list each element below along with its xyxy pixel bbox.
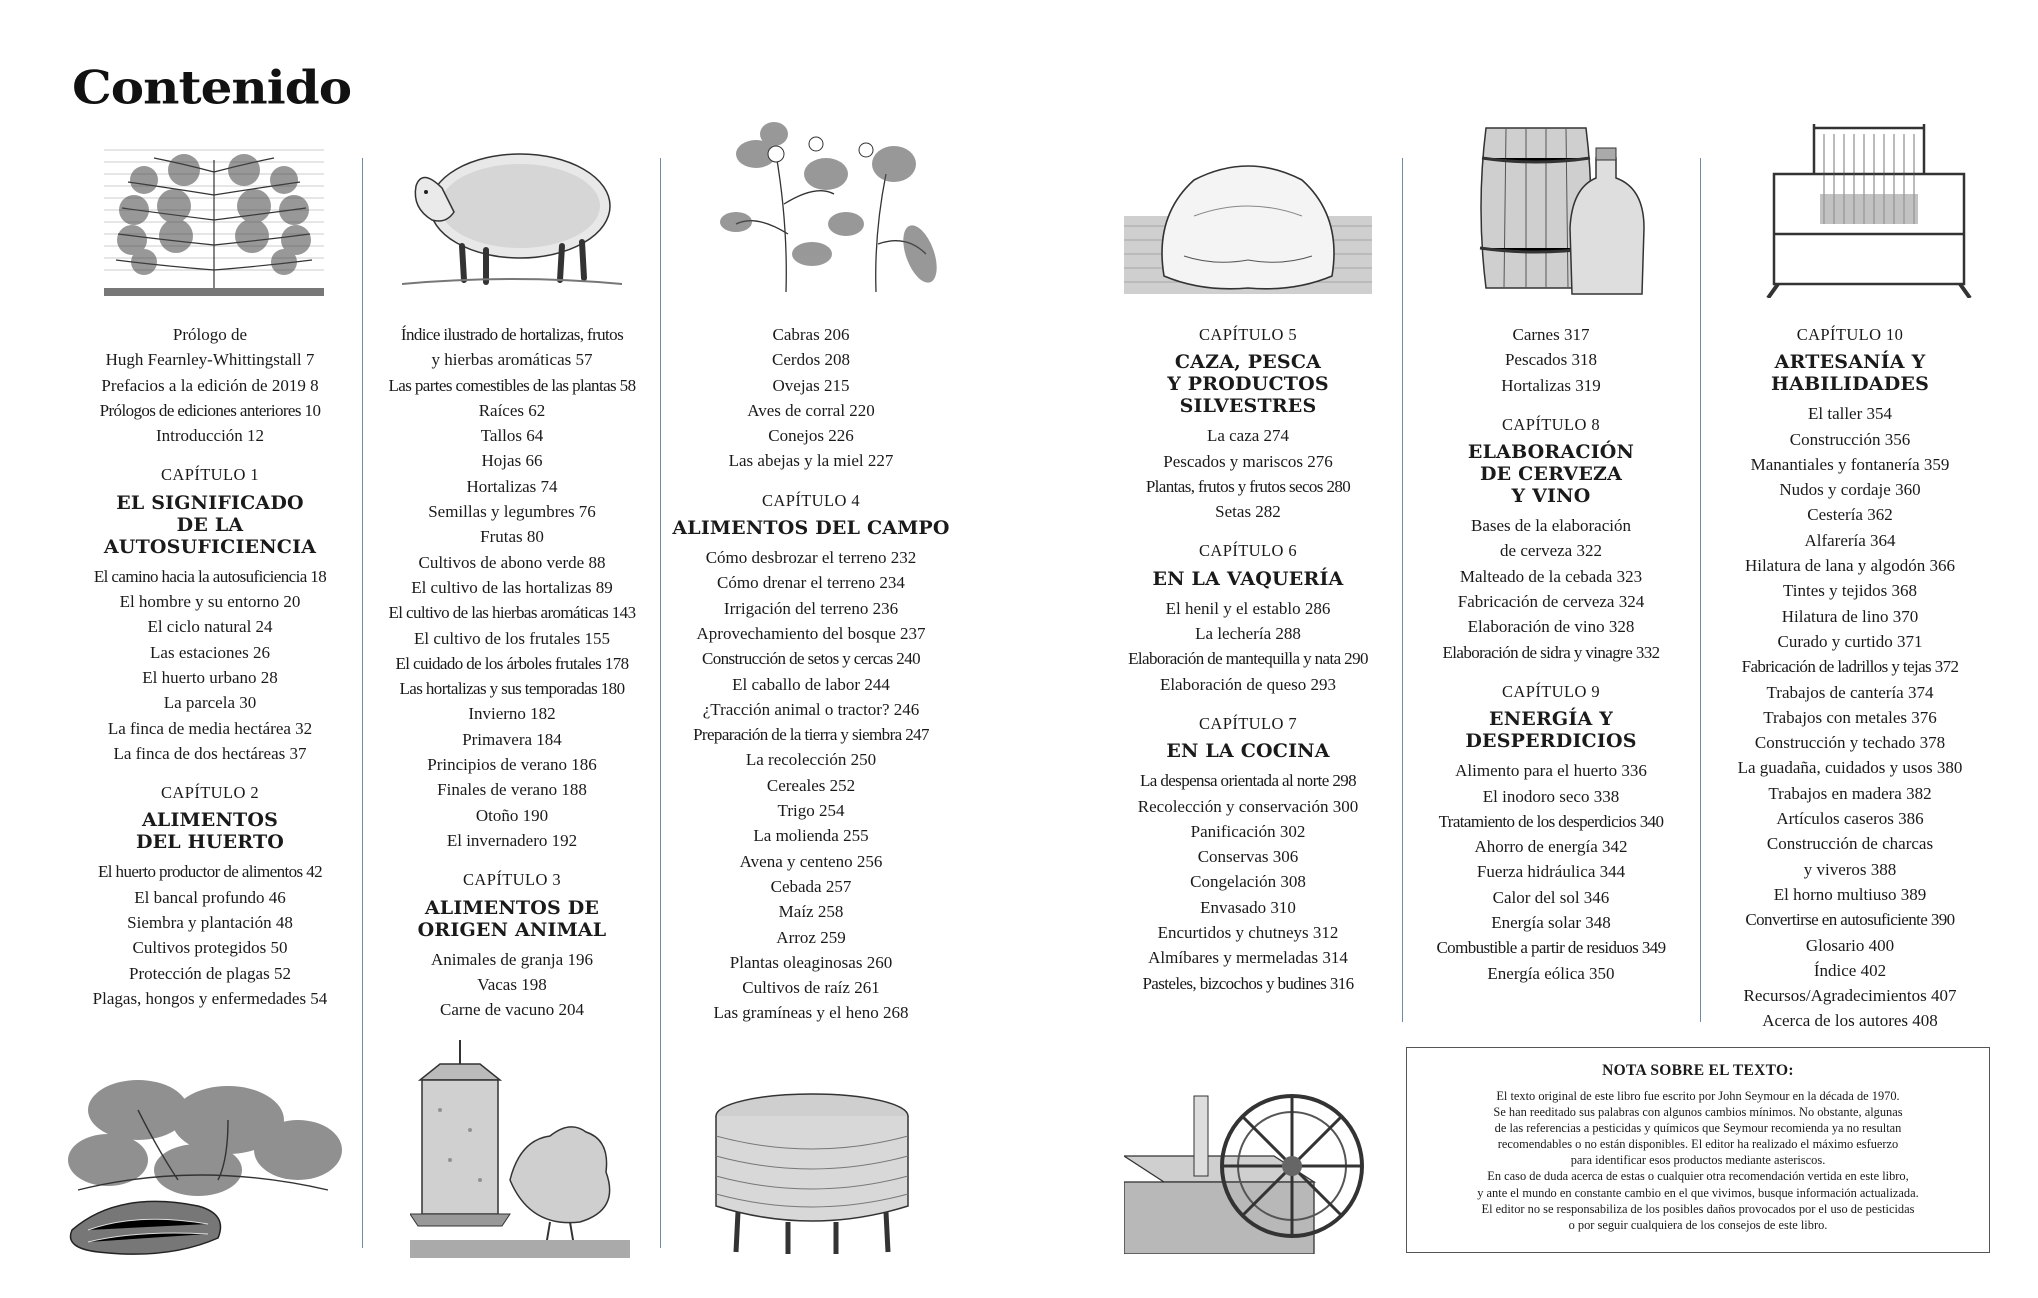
- chapter-title-line: DEL HUERTO: [135, 831, 285, 854]
- chapter-title: [1408, 708, 1694, 752]
- chapter-title-line: Y PRODUCTOS: [1167, 373, 1329, 396]
- chapter-title: [70, 492, 350, 558]
- column-divider: [660, 158, 661, 1248]
- toc-entry[interactable]: Cultivos de abono verde 88: [418, 552, 606, 572]
- toc-entry[interactable]: Almíbares y mermeladas 314: [1148, 948, 1348, 968]
- toc-column-4: [1106, 322, 1390, 996]
- toc-entry[interactable]: El camino hacia la autosuficiencia 18: [93, 566, 327, 586]
- toc-entry[interactable]: Elaboración de sidra y vinagre 332: [1442, 642, 1660, 662]
- toc-entry[interactable]: Las partes comestibles de las plantas 58: [388, 375, 636, 395]
- toc-entry[interactable]: Las hortalizas y sus temporadas 180: [399, 679, 625, 699]
- toc-entry[interactable]: Recursos/Agradecimientos 407: [1743, 986, 1957, 1006]
- toc-entry[interactable]: Siembra y plantación 48: [127, 913, 293, 933]
- toc-entry[interactable]: Carnes 317: [1512, 325, 1590, 344]
- toc-entry[interactable]: Semillas y legumbres 76: [428, 502, 596, 522]
- toc-entry[interactable]: Protección de plagas 52: [129, 963, 291, 983]
- column-divider: [362, 158, 363, 1248]
- toc-entry[interactable]: Prefacios a la edición de 2019 8: [101, 375, 319, 395]
- chapter-title: [1712, 351, 1988, 395]
- chapter-label: CAPÍTULO 4: [762, 490, 860, 510]
- toc-entry[interactable]: La finca de dos hectáreas 37: [113, 743, 307, 763]
- toc-entry[interactable]: Hojas 66: [481, 451, 543, 471]
- toc-entry[interactable]: Cómo drenar el terreno 234: [717, 573, 905, 593]
- chapter-title: [370, 897, 654, 941]
- toc-column-6: [1712, 322, 1988, 1034]
- sheep-illustration: [402, 128, 622, 290]
- toc-entry[interactable]: La molienda 255: [753, 826, 869, 846]
- toc-entry[interactable]: Índice 402: [1813, 960, 1887, 980]
- toc-entry[interactable]: Invierno 182: [468, 704, 556, 724]
- toc-entry[interactable]: Nudos y cordaje 360: [1779, 480, 1921, 500]
- toc-entry[interactable]: Tallos 64: [480, 426, 544, 446]
- toc-entry[interactable]: La caza 274: [1206, 426, 1290, 446]
- toc-entry[interactable]: Cultivos protegidos 50: [132, 938, 288, 958]
- chapter-title: [70, 809, 350, 853]
- toc-entry[interactable]: Hortalizas 74: [466, 476, 558, 496]
- toc-entry[interactable]: Curado y curtido 371: [1777, 631, 1923, 651]
- toc-entry[interactable]: Malteado de la cebada 323: [1459, 566, 1643, 586]
- toc-entry[interactable]: Tratamiento de los desperdicios 340: [1438, 811, 1664, 831]
- page-title: Contenido: [72, 60, 352, 115]
- column-divider: [1402, 158, 1403, 1022]
- toc-entry[interactable]: Bases de la elaboración: [1470, 516, 1631, 536]
- espalier-tree-illustration: [104, 140, 324, 298]
- toc-entry[interactable]: Pasteles, bizcochos y budines 316: [1142, 973, 1354, 993]
- toc-entry[interactable]: Setas 282: [1215, 502, 1281, 522]
- toc-entry[interactable]: El taller 354: [1807, 404, 1893, 424]
- toc-entry[interactable]: Ovejas 215: [772, 375, 850, 395]
- toc-entry[interactable]: Índice ilustrado de hortalizas, frutos: [400, 325, 624, 344]
- toc-entry[interactable]: Carne de vacuno 204: [440, 1000, 584, 1020]
- toc-entry[interactable]: Hilatura de lana y algodón 366: [1744, 556, 1956, 576]
- chapter-title-line: DESPERDICIOS: [1465, 730, 1637, 753]
- toc-entry[interactable]: La recolección 250: [745, 750, 877, 770]
- toc-entry[interactable]: Construcción de setos y cercas 240: [701, 649, 920, 669]
- toc-entry[interactable]: El cultivo de las hierbas aromáticas 143: [388, 603, 636, 623]
- chapter-label: CAPÍTULO 6: [1199, 541, 1297, 561]
- toc-entry[interactable]: El huerto productor de alimentos 42: [97, 862, 323, 882]
- chapter-label: CAPÍTULO 9: [1502, 681, 1600, 701]
- chapter-label: CAPÍTULO 7: [1199, 713, 1297, 733]
- toc-entry[interactable]: Fuerza hidráulica 344: [1476, 862, 1626, 882]
- toc-entry[interactable]: Fabricación de cerveza 324: [1457, 592, 1645, 612]
- toc-entry[interactable]: Alfarería 364: [1804, 530, 1896, 550]
- toc-column-5: [1408, 322, 1694, 986]
- toc-entry[interactable]: Construcción 356: [1789, 429, 1911, 449]
- toc-entry[interactable]: Primavera 184: [462, 729, 562, 749]
- toc-entry[interactable]: Elaboración de mantequilla y nata 290: [1128, 649, 1368, 669]
- toc-entry[interactable]: Cabras 206: [772, 325, 850, 344]
- toc-entry[interactable]: Cestería 362: [1807, 505, 1893, 525]
- toc-entry[interactable]: Trabajos en madera 382: [1768, 783, 1932, 803]
- chapter-title-line: ORIGEN ANIMAL: [417, 918, 607, 941]
- chapter-title: [1106, 568, 1390, 590]
- note-box: [1406, 1047, 1990, 1253]
- toc-entry[interactable]: y hierbas aromáticas 57: [431, 350, 593, 370]
- chapter-label: CAPÍTULO 8: [1502, 414, 1600, 434]
- toc-entry[interactable]: Maíz 258: [778, 902, 844, 922]
- herbs-illustration: [716, 114, 946, 296]
- toc-entry[interactable]: Pescados y mariscos 276: [1163, 451, 1333, 471]
- note-line: El texto original de este libro fue escrito por John Seymour en la década de 1970.: [1496, 1089, 1900, 1103]
- chapter-title: [1408, 441, 1694, 507]
- toc-entry[interactable]: Vacas 198: [477, 974, 547, 994]
- toc-entry[interactable]: Cereales 252: [766, 775, 856, 795]
- chapter-title: [666, 517, 956, 539]
- chapter-title-line: HABILIDADES: [1771, 373, 1929, 396]
- toc-entry[interactable]: Recolección y conservación 300: [1137, 796, 1359, 816]
- toc-entry[interactable]: Las gramíneas y el heno 268: [713, 1003, 909, 1023]
- toc-entry[interactable]: Aprovechamiento del bosque 237: [696, 623, 926, 643]
- toc-entry[interactable]: Preparación de la tierra y siembra 247: [693, 725, 929, 745]
- toc-entry[interactable]: Construcción de charcas: [1766, 834, 1934, 854]
- note-title: NOTA SOBRE EL TEXTO:: [1602, 1062, 1794, 1079]
- toc-entry[interactable]: Calor del sol 346: [1492, 887, 1610, 907]
- toc-entry[interactable]: El cuidado de los árboles frutales 178: [395, 653, 629, 673]
- toc-entry[interactable]: La despensa orientada al norte 298: [1139, 771, 1357, 791]
- toc-entry[interactable]: Artículos caseros 386: [1776, 809, 1924, 829]
- toc-entry[interactable]: Trigo 254: [777, 801, 845, 821]
- toc-entry[interactable]: El huerto urbano 28: [142, 667, 278, 687]
- toc-entry[interactable]: Glosario 400: [1805, 935, 1895, 955]
- chapter-label: CAPÍTULO 5: [1199, 325, 1297, 344]
- note-line: de las referencias a pesticidas y químicos que Seymour recomienda ya no resultan: [1494, 1121, 1902, 1136]
- toc-entry[interactable]: Cebada 257: [770, 876, 852, 896]
- toc-entry[interactable]: Tintes y tejidos 368: [1783, 581, 1917, 601]
- toc-entry[interactable]: Introducción 12: [155, 426, 265, 446]
- toc-entry[interactable]: Panificación 302: [1190, 821, 1306, 841]
- toc-entry[interactable]: El caballo de labor 244: [732, 674, 890, 694]
- toc-entry[interactable]: Las abejas y la miel 227: [728, 451, 894, 471]
- toc-entry[interactable]: Hortalizas 319: [1501, 375, 1601, 395]
- toc-entry[interactable]: Cerdos 208: [772, 350, 850, 370]
- toc-entry[interactable]: El cultivo de las hortalizas 89: [411, 577, 613, 597]
- chapter-title-line: DE CERVEZA: [1479, 463, 1623, 486]
- toc-entry[interactable]: El invernadero 192: [446, 830, 578, 850]
- toc-entry[interactable]: Plantas oleaginosas 260: [729, 952, 893, 972]
- toc-entry[interactable]: El inodoro seco 338: [1482, 786, 1620, 806]
- note-line: para identificar esos productos mediante asteriscos.: [1570, 1153, 1826, 1168]
- note-line: o por seguir cualquiera de los consejos de este libro.: [1568, 1217, 1828, 1232]
- toc-entry[interactable]: Elaboración de queso 293: [1159, 674, 1337, 694]
- chapter-title-line: EN LA VAQUERÍA: [1152, 567, 1344, 590]
- water-wheel-illustration: [1124, 1086, 1380, 1254]
- chapter-title-line: SILVESTRES: [1179, 395, 1317, 418]
- toc-entry[interactable]: Plagas, hongos y enfermedades 54: [92, 988, 328, 1008]
- toc-entry[interactable]: Ahorro de energía 342: [1474, 837, 1628, 857]
- toc-entry[interactable]: Frutas 80: [480, 527, 544, 547]
- toc-column-3: [666, 322, 956, 1026]
- toc-entry[interactable]: Energía eólica 350: [1487, 963, 1615, 983]
- toc-entry[interactable]: Prólogo de: [172, 325, 248, 344]
- toc-entry[interactable]: Avena y centeno 256: [739, 851, 883, 871]
- toc-entry[interactable]: Hugh Fearnley-Whittingstall 7: [105, 350, 315, 370]
- toc-entry[interactable]: El ciclo natural 24: [147, 617, 273, 637]
- chapter-title: [1106, 740, 1390, 762]
- note-line: Se han reeditado sus palabras con algunos cambios mínimos. No obstante, algunas: [1493, 1105, 1903, 1120]
- chapter-title-line: ELABORACIÓN: [1467, 441, 1635, 464]
- toc-entry[interactable]: Elaboración de vino 328: [1467, 617, 1635, 637]
- toc-entry[interactable]: Energía solar 348: [1491, 913, 1611, 933]
- chapter-title-line: Y VINO: [1511, 485, 1591, 508]
- toc-entry[interactable]: Envasado 310: [1200, 897, 1296, 917]
- chapter-title-line: EL SIGNIFICADO: [116, 491, 304, 514]
- toc-entry[interactable]: Manantiales y fontanería 359: [1750, 454, 1950, 474]
- note-line: recomendables o no están disponibles. El editor ha realizado el máximo esfuerzo: [1497, 1137, 1899, 1152]
- toc-entry[interactable]: Combustible a partir de residuos 349: [1436, 938, 1666, 958]
- squash-illustration: [58, 1070, 348, 1260]
- toc-entry[interactable]: La finca de media hectárea 32: [107, 718, 313, 738]
- chapter-title-line: ARTESANÍA Y: [1774, 351, 1926, 374]
- toc-entry[interactable]: El cultivo de los frutales 155: [414, 628, 610, 648]
- toc-entry[interactable]: Plantas, frutos y frutos secos 280: [1145, 476, 1351, 496]
- toc-entry[interactable]: Cómo desbrozar el terreno 232: [705, 548, 917, 568]
- chapter-label: CAPÍTULO 3: [463, 870, 561, 890]
- loom-illustration: [1754, 124, 1984, 298]
- note-line: y ante el mundo en constante cambio en el que vivimos, busque información actualizada.: [1477, 1185, 1919, 1200]
- toc-entry[interactable]: Finales de verano 188: [437, 780, 587, 800]
- chapter-label: CAPÍTULO 10: [1796, 325, 1904, 344]
- toc-entry[interactable]: Hilatura de lino 370: [1781, 606, 1919, 626]
- toc-entry[interactable]: Conejos 226: [768, 426, 854, 446]
- column-divider: [1700, 158, 1701, 1022]
- toc-entry[interactable]: Las estaciones 26: [150, 642, 270, 662]
- toc-entry[interactable]: ¿Tracción animal o tractor? 246: [702, 699, 920, 719]
- toc-entry[interactable]: El hombre y su entorno 20: [119, 592, 301, 612]
- chapter-title-line: ALIMENTOS DE: [424, 896, 600, 919]
- toc-column-1: [70, 322, 350, 1011]
- note-text: [1419, 1088, 1977, 1233]
- toc-entry[interactable]: de cerveza 322: [1500, 541, 1602, 561]
- chapter-label: CAPÍTULO 2: [161, 783, 259, 803]
- toc-entry[interactable]: Cultivos de raíz 261: [742, 978, 880, 998]
- chapter-title: [1106, 351, 1390, 417]
- toc-entry[interactable]: El bancal profundo 46: [134, 887, 286, 907]
- beehive-illustration: [708, 1086, 916, 1256]
- chapter-title-line: ALIMENTOS DEL CAMPO: [672, 517, 950, 540]
- barrel-jug-illustration: [1476, 118, 1648, 298]
- toc-entry[interactable]: y viveros 388: [1803, 859, 1897, 879]
- toc-entry[interactable]: Trabajos de cantería 374: [1766, 682, 1934, 702]
- toc-column-2: [370, 322, 654, 1022]
- note-line: En caso de duda acerca de estas o cualquier otra recomendación vertida en este libro,: [1487, 1169, 1909, 1184]
- chapter-title-line: EN LA COCINA: [1166, 740, 1330, 763]
- note-line: El editor no se responsabiliza de los posibles daños provocados por el uso de pesticidas: [1481, 1201, 1915, 1216]
- chapter-title-line: ENERGÍA Y: [1489, 708, 1613, 731]
- toc-entry[interactable]: Irrigación del terreno 236: [723, 598, 899, 618]
- toc-entry[interactable]: Conservas 306: [1197, 847, 1299, 867]
- chapter-label: CAPÍTULO 1: [161, 465, 259, 485]
- toc-entry[interactable]: Congelación 308: [1190, 872, 1306, 892]
- toc-entry[interactable]: Prólogos de ediciones anteriores 10: [99, 400, 321, 420]
- toc-entry[interactable]: Otoño 190: [475, 805, 549, 825]
- toc-entry[interactable]: Principios de verano 186: [427, 755, 597, 775]
- toc-entry[interactable]: Pescados 318: [1504, 350, 1598, 370]
- toc-entry[interactable]: Arroz 259: [776, 927, 846, 947]
- covered-bowl-illustration: [1124, 156, 1372, 294]
- toc-entry[interactable]: La parcela 30: [163, 693, 257, 713]
- toc-entry[interactable]: Convertirse en autosuficiente 390: [1745, 910, 1955, 930]
- toc-entry[interactable]: Aves de corral 220: [747, 400, 875, 420]
- toc-entry[interactable]: Fabricación de ladrillos y tejas 372: [1741, 657, 1959, 677]
- toc-entry[interactable]: La lechería 288: [1195, 624, 1301, 644]
- toc-entry[interactable]: La guadaña, cuidados y usos 380: [1737, 758, 1963, 778]
- chapter-title-line: DE LA: [176, 513, 244, 536]
- toc-entry[interactable]: Construcción y techado 378: [1754, 733, 1946, 753]
- chapter-title-line: AUTOSUFICIENCIA: [103, 535, 317, 558]
- toc-entry[interactable]: El henil y el establo 286: [1165, 598, 1331, 618]
- toc-entry[interactable]: Encurtidos y chutneys 312: [1157, 923, 1339, 943]
- toc-entry[interactable]: Animales de granja 196: [431, 949, 593, 969]
- toc-entry[interactable]: El horno multiuso 389: [1773, 884, 1927, 904]
- chapter-title-line: ALIMENTOS: [141, 809, 279, 832]
- chapter-title-line: CAZA, PESCA: [1174, 351, 1322, 374]
- toc-entry[interactable]: Acerca de los autores 408: [1762, 1011, 1938, 1031]
- toc-entry[interactable]: Trabajos con metales 376: [1763, 707, 1937, 727]
- poultry-feeder-illustration: [410, 1040, 630, 1258]
- toc-entry[interactable]: Raíces 62: [478, 400, 546, 420]
- toc-entry[interactable]: Alimento para el huerto 336: [1455, 761, 1647, 781]
